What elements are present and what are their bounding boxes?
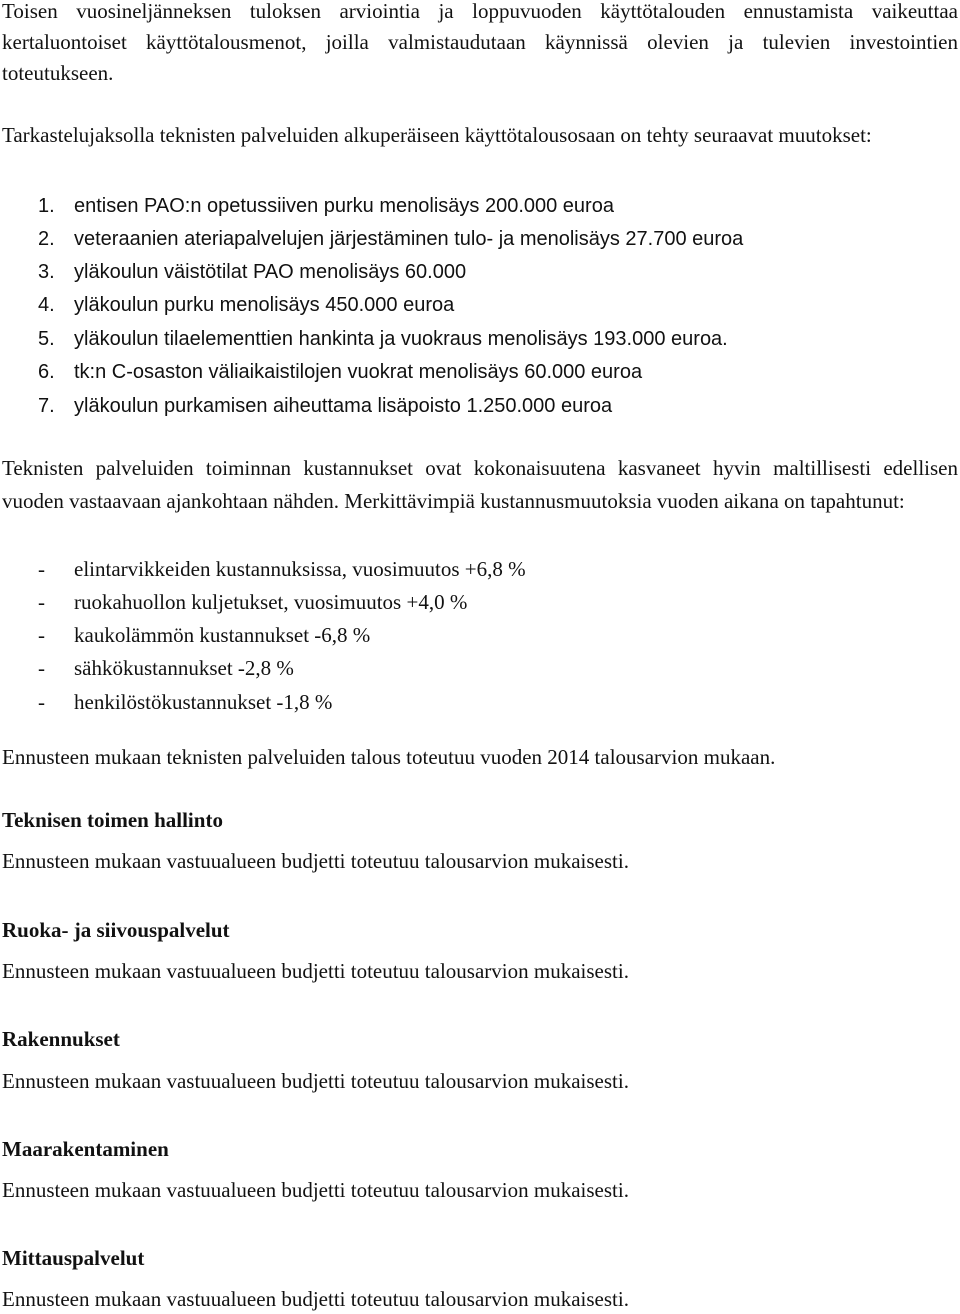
list-item: - kaukolämmön kustannukset -6,8 % — [38, 623, 371, 647]
section-text: Ennusteen mukaan vastuualueen budjetti toteutuu talousarvion mukaisesti. — [2, 849, 629, 873]
section-heading: Mittauspalvelut — [2, 1246, 145, 1270]
list-item: 7. yläkoulun purkamisen aiheuttama lisäpoisto 1.250.000 euroa — [38, 395, 613, 417]
section-heading: Maarakentaminen — [2, 1137, 169, 1161]
intro-paragraph: Toisen vuosineljänneksen tuloksen arviointia ja loppuvuoden käyttötalouden ennustamista vaikeuttaa kertaluontoiset käyttötalousmenot, joilla valmistaudutaan käynnissä olevien ja tulevien investointien toteutukseen. — [2, 0, 958, 85]
list-item: - henkilöstökustannukset -1,8 % — [38, 690, 333, 714]
changes-intro-paragraph: Tarkastelujaksolla teknisten palveluiden alkuperäiseen käyttötalousosaan on tehty seuraavat muutokset: — [2, 123, 872, 147]
list-item: 6. tk:n C-osaston väliaikaistilojen vuokrat menolisäys 60.000 euroa — [38, 361, 643, 383]
section-text: Ennusteen mukaan vastuualueen budjetti toteutuu talousarvion mukaisesti. — [2, 959, 629, 983]
costs-paragraph: Teknisten palveluiden toiminnan kustannukset ovat kokonaisuutena kasvaneet hyvin maltillisesti edellisen vuoden vastaavaan ajankohtaan nähden. Merkittävimpiä kustannusmuutoksia vuoden aikana on tapahtunut: — [2, 456, 958, 513]
section-text: Ennusteen mukaan vastuualueen budjetti toteutuu talousarvion mukaisesti. — [2, 1178, 629, 1202]
section-text: Ennusteen mukaan vastuualueen budjetti toteutuu talousarvion mukaisesti. — [2, 1069, 629, 1093]
forecast-text: Ennusteen mukaan teknisten palveluiden talous toteutuu vuoden 2014 talousarvion mukaan. — [2, 745, 776, 769]
list-item: - ruokahuollon kuljetukset, vuosimuutos +4,0 % — [38, 590, 468, 614]
section-heading: Ruoka- ja siivouspalvelut — [2, 918, 230, 942]
list-item: - elintarvikkeiden kustannuksissa, vuosimuutos +6,8 % — [38, 557, 526, 581]
list-item: 1. entisen PAO:n opetussiiven purku menolisäys 200.000 euroa — [38, 195, 614, 217]
list-item: 2. veteraanien ateriapalvelujen järjestäminen tulo- ja menolisäys 27.700 euroa — [38, 228, 744, 250]
section-heading: Rakennukset — [2, 1027, 120, 1051]
list-item: 4. yläkoulun purku menolisäys 450.000 euroa — [38, 294, 455, 316]
list-item: - sähkökustannukset -2,8 % — [38, 656, 294, 680]
list-item: 3. yläkoulun väistötilat PAO menolisäys 60.000 — [38, 261, 467, 283]
section-heading: Teknisen toimen hallinto — [2, 808, 223, 832]
list-item: 5. yläkoulun tilaelementtien hankinta ja vuokraus menolisäys 193.000 euroa. — [38, 328, 728, 350]
section-text: Ennusteen mukaan vastuualueen budjetti toteutuu talousarvion mukaisesti. — [2, 1287, 629, 1311]
